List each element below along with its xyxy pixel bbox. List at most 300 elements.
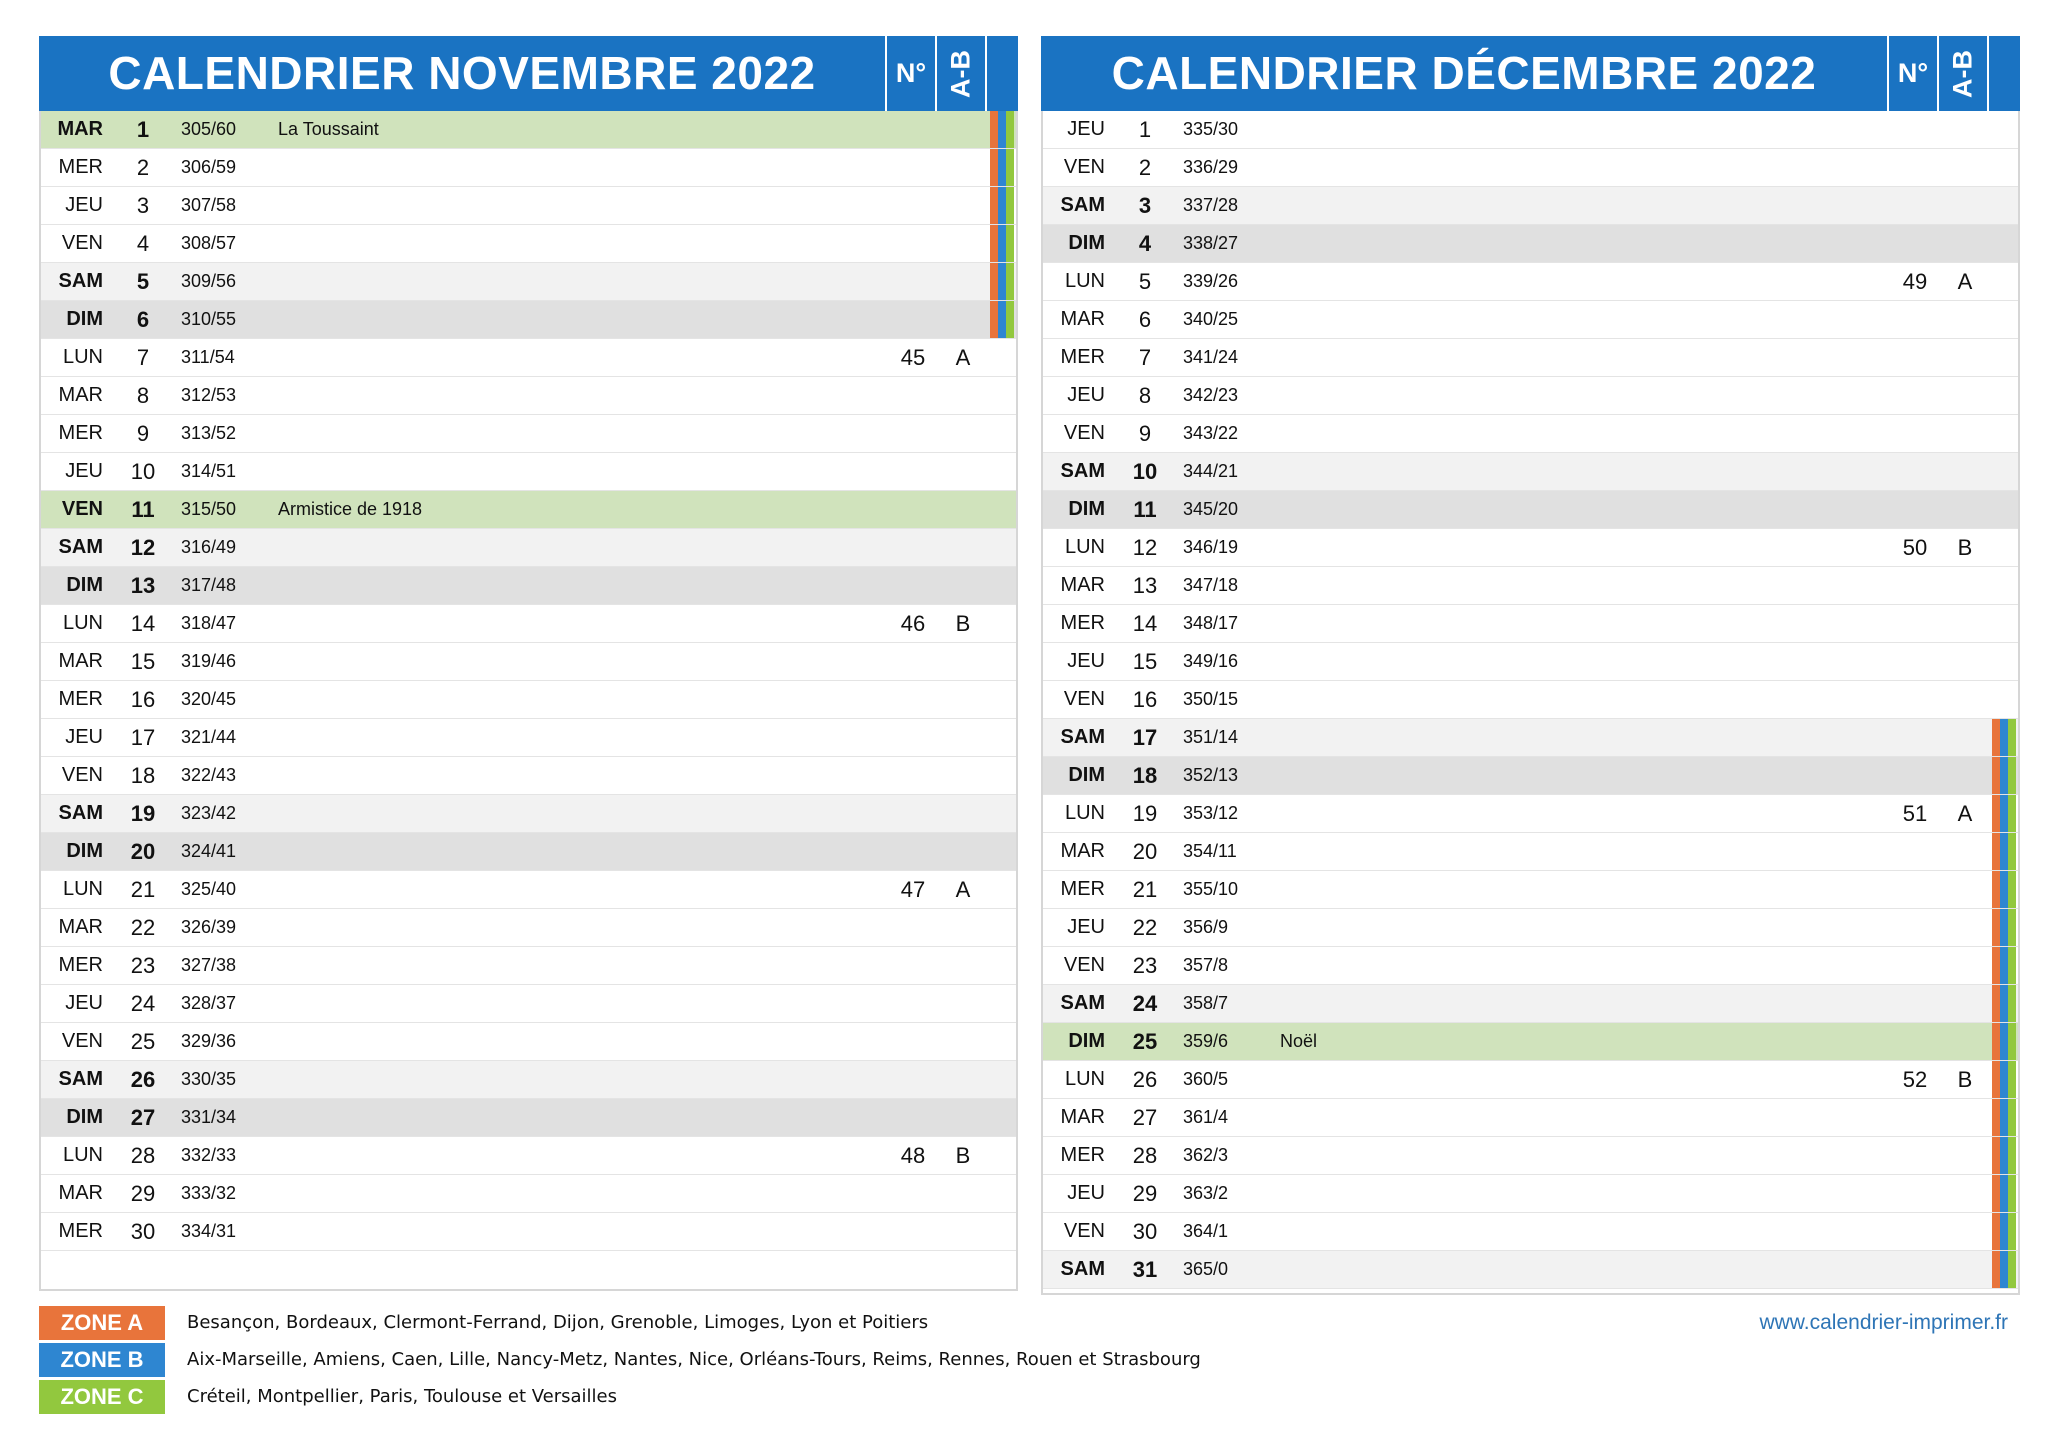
day-row	[41, 149, 1016, 187]
week-ab	[939, 947, 987, 984]
week-number	[1891, 605, 1939, 642]
week-ab	[1941, 339, 1989, 376]
day-number: 2	[136, 155, 150, 180]
week-number	[889, 149, 937, 186]
day-of-year: 360/5	[1183, 1069, 1229, 1089]
week-ab	[1941, 453, 1989, 490]
school-holiday-zones	[1992, 947, 2016, 984]
day-number: 20	[1132, 839, 1158, 864]
day-of-week: JEU	[1067, 118, 1105, 140]
day-of-week: DIM	[1068, 764, 1105, 786]
day-of-year: 327/38	[181, 955, 237, 975]
day-of-year: 310/55	[181, 309, 237, 329]
zone-b-badge: ZONE B	[39, 1343, 165, 1377]
day-of-week: LUN	[62, 878, 103, 900]
day-of-year: 325/40	[181, 879, 237, 899]
week-number-header: N°	[1897, 58, 1929, 88]
zone-a-marker	[1992, 757, 2000, 794]
zone-c-marker	[2008, 757, 2016, 794]
zone-b-marker	[2000, 795, 2008, 832]
school-holiday-zones	[990, 301, 1014, 338]
week-number	[1891, 681, 1939, 718]
day-row	[41, 985, 1016, 1023]
week-ab: B	[1957, 1067, 1973, 1092]
day-of-week: MER	[58, 156, 103, 178]
week-number: 52	[1902, 1067, 1928, 1092]
day-of-week: MER	[1060, 612, 1105, 634]
day-number: 7	[136, 345, 150, 370]
day-of-year: 316/49	[181, 537, 237, 557]
november-calendar	[39, 36, 1018, 1291]
zone-c-marker	[2008, 795, 2016, 832]
zone-b-marker	[998, 301, 1006, 338]
day-row	[41, 605, 1016, 643]
zone-c-cities: Créteil, Montpellier, Paris, Toulouse et Versailles	[187, 1386, 618, 1407]
day-number: 8	[1138, 383, 1152, 408]
day-of-year: 342/23	[1183, 385, 1239, 405]
day-of-year: 346/19	[1183, 537, 1239, 557]
week-number	[889, 1175, 937, 1212]
day-row	[41, 757, 1016, 795]
zone-b-marker	[2000, 1213, 2008, 1250]
zone-c-marker	[2008, 985, 2016, 1022]
school-holiday-zones	[1992, 871, 2016, 908]
week-number	[889, 1023, 937, 1060]
zone-a-marker	[1992, 1061, 2000, 1098]
day-row	[41, 339, 1016, 377]
day-row	[1043, 453, 2018, 491]
week-number	[1891, 643, 1939, 680]
week-number	[889, 909, 937, 946]
december-days	[1041, 111, 2020, 1295]
day-row	[1043, 263, 2018, 301]
day-of-year: 326/39	[181, 917, 237, 937]
day-number: 9	[1138, 421, 1152, 446]
week-number	[889, 529, 937, 566]
day-of-year: 364/1	[1183, 1221, 1229, 1241]
day-of-week: JEU	[1067, 650, 1105, 672]
school-holiday-zones	[990, 225, 1014, 262]
day-number: 22	[1132, 915, 1158, 940]
day-row	[1043, 871, 2018, 909]
day-row	[41, 453, 1016, 491]
week-number	[1891, 339, 1939, 376]
day-of-week: SAM	[1060, 992, 1105, 1014]
day-of-year: 329/36	[181, 1031, 237, 1051]
day-row	[41, 225, 1016, 263]
zone-c-marker	[2008, 871, 2016, 908]
zone-b-marker	[998, 225, 1006, 262]
day-of-week: MER	[58, 688, 103, 710]
day-of-year: 331/34	[181, 1107, 237, 1127]
day-number: 27	[1132, 1105, 1158, 1130]
day-of-year: 320/45	[181, 689, 237, 709]
week-ab	[939, 643, 987, 680]
zone-b-marker	[2000, 757, 2008, 794]
week-ab	[1941, 491, 1989, 528]
day-number: 14	[130, 611, 156, 636]
day-of-year: 330/35	[181, 1069, 237, 1089]
school-holiday-zones	[1992, 795, 2016, 832]
zone-b-marker	[2000, 1099, 2008, 1136]
week-ab	[939, 187, 987, 224]
day-of-year: 344/21	[1183, 461, 1239, 481]
week-ab	[1941, 871, 1989, 908]
day-of-week: MER	[58, 422, 103, 444]
day-number: 7	[1138, 345, 1152, 370]
day-of-year: 306/59	[181, 157, 237, 177]
week-ab	[939, 225, 987, 262]
day-number: 3	[136, 193, 150, 218]
day-of-week: LUN	[62, 1144, 103, 1166]
week-number	[1891, 719, 1939, 756]
week-number	[889, 757, 937, 794]
day-row	[1043, 529, 2018, 567]
week-number	[1891, 871, 1939, 908]
legend-zone-a	[39, 1306, 2039, 1340]
day-row	[41, 947, 1016, 985]
zone-a-marker	[990, 225, 998, 262]
week-ab	[939, 263, 987, 300]
school-holiday-zones	[990, 149, 1014, 186]
zone-c-marker	[1006, 263, 1014, 300]
day-number: 12	[130, 535, 156, 560]
week-ab	[1941, 1175, 1989, 1212]
day-of-year: 311/54	[181, 347, 235, 367]
day-number: 29	[130, 1181, 156, 1206]
week-number: 49	[1902, 269, 1928, 294]
day-of-year: 305/60	[181, 119, 237, 139]
day-number: 26	[130, 1067, 156, 1092]
zone-b-marker	[2000, 1137, 2008, 1174]
day-number: 11	[1133, 497, 1157, 522]
week-ab	[1941, 643, 1989, 680]
zone-a-marker	[1992, 1137, 2000, 1174]
day-row	[41, 111, 1016, 149]
day-of-week: MAR	[1060, 574, 1105, 596]
day-row	[41, 1137, 1016, 1175]
zone-b-marker	[2000, 1251, 2008, 1288]
day-of-week: SAM	[58, 1068, 103, 1090]
day-of-week: JEU	[1067, 916, 1105, 938]
week-number	[889, 301, 937, 338]
day-number: 18	[1132, 763, 1158, 788]
day-number: 25	[1132, 1029, 1158, 1054]
website-link[interactable]: www.calendrier-imprimer.fr	[1759, 1311, 2008, 1334]
week-number	[889, 985, 937, 1022]
day-row	[1043, 985, 2018, 1023]
day-row	[1043, 681, 2018, 719]
day-of-week: DIM	[66, 574, 103, 596]
zone-a-badge: ZONE A	[39, 1306, 165, 1340]
day-row	[1043, 377, 2018, 415]
week-number	[889, 719, 937, 756]
day-number: 19	[130, 801, 156, 826]
day-of-week: SAM	[1060, 460, 1105, 482]
day-of-year: 338/27	[1183, 233, 1239, 253]
day-of-week: VEN	[61, 764, 103, 786]
week-ab	[1941, 415, 1989, 452]
week-number	[889, 491, 937, 528]
week-ab	[1941, 1137, 1989, 1174]
day-row	[41, 643, 1016, 681]
week-number	[889, 1099, 937, 1136]
zone-c-marker	[2008, 1061, 2016, 1098]
week-number: 47	[900, 877, 926, 902]
day-of-week: MER	[58, 1220, 103, 1242]
week-ab	[939, 681, 987, 718]
day-of-year: 359/6	[1183, 1031, 1229, 1051]
day-of-week: SAM	[1060, 1258, 1105, 1280]
day-of-week: MER	[1060, 878, 1105, 900]
day-row	[1043, 1099, 2018, 1137]
week-ab	[1941, 377, 1989, 414]
day-row	[41, 377, 1016, 415]
day-number: 8	[136, 383, 150, 408]
school-holiday-zones	[1992, 1023, 2016, 1060]
day-number: 2	[1138, 155, 1152, 180]
day-number: 10	[1132, 459, 1158, 484]
zone-b-marker	[2000, 1023, 2008, 1060]
day-row	[1043, 1251, 2018, 1289]
december-title: CALENDRIER DÉCEMBRE 2022	[1111, 47, 1817, 99]
day-of-year: 308/57	[181, 233, 237, 253]
day-row	[41, 529, 1016, 567]
week-number	[1891, 187, 1939, 224]
zone-c-marker	[2008, 1251, 2016, 1288]
day-of-week: VEN	[61, 1030, 103, 1052]
day-number: 21	[1132, 877, 1158, 902]
week-ab: A	[955, 345, 971, 370]
day-of-week: VEN	[1063, 1220, 1105, 1242]
day-row	[1043, 339, 2018, 377]
november-title: CALENDRIER NOVEMBRE 2022	[108, 47, 816, 99]
day-row	[1043, 491, 2018, 529]
week-ab	[1941, 1023, 1989, 1060]
day-of-year: 336/29	[1183, 157, 1239, 177]
week-number	[889, 1213, 937, 1250]
day-of-year: 353/12	[1183, 803, 1239, 823]
day-number: 27	[130, 1105, 156, 1130]
zone-a-marker	[990, 149, 998, 186]
day-of-week: JEU	[65, 726, 103, 748]
week-number	[1891, 1175, 1939, 1212]
week-number: 45	[900, 345, 926, 370]
week-ab	[939, 111, 987, 148]
day-of-year: 322/43	[181, 765, 237, 785]
zone-c-marker	[2008, 1099, 2016, 1136]
day-of-year: 361/4	[1183, 1107, 1229, 1127]
day-row	[41, 415, 1016, 453]
week-ab	[1941, 605, 1989, 642]
day-row	[1043, 1061, 2018, 1099]
zone-c-marker	[2008, 1137, 2016, 1174]
day-of-year: 312/53	[181, 385, 237, 405]
day-of-year: 318/47	[181, 613, 237, 633]
week-ab	[939, 1175, 987, 1212]
day-of-week: DIM	[1068, 498, 1105, 520]
zone-a-marker	[1992, 1175, 2000, 1212]
zone-c-marker	[1006, 149, 1014, 186]
day-of-week: MAR	[1060, 1106, 1105, 1128]
week-number	[889, 643, 937, 680]
zone-c-badge: ZONE C	[39, 1380, 165, 1414]
december-calendar	[1041, 36, 2020, 1295]
zone-b-marker	[2000, 909, 2008, 946]
zone-a-marker	[1992, 947, 2000, 984]
week-ab	[1941, 111, 1989, 148]
school-holiday-zones	[1992, 1213, 2016, 1250]
day-row	[41, 1213, 1016, 1251]
day-row	[41, 1175, 1016, 1213]
week-ab	[939, 491, 987, 528]
event-label: Armistice de 1918	[278, 499, 423, 519]
zone-c-marker	[1006, 111, 1014, 148]
week-number	[889, 947, 937, 984]
school-holiday-zones	[990, 111, 1014, 148]
school-holiday-zones	[1992, 1099, 2016, 1136]
week-number	[1891, 909, 1939, 946]
day-of-year: 345/20	[1183, 499, 1239, 519]
day-of-year: 351/14	[1183, 727, 1239, 747]
day-row	[1043, 947, 2018, 985]
zone-a-marker	[1992, 985, 2000, 1022]
day-of-year: 343/22	[1183, 423, 1239, 443]
day-of-week: LUN	[62, 346, 103, 368]
day-of-year: 354/11	[1183, 841, 1237, 861]
day-row	[41, 681, 1016, 719]
week-ab	[1941, 187, 1989, 224]
day-of-week: MAR	[1060, 840, 1105, 862]
day-of-week: MAR	[58, 916, 103, 938]
zone-c-marker	[2008, 1213, 2016, 1250]
week-number	[1891, 415, 1939, 452]
school-holiday-zones	[1992, 1251, 2016, 1288]
day-of-week: SAM	[58, 536, 103, 558]
school-holiday-zones	[1992, 985, 2016, 1022]
day-number: 30	[130, 1219, 156, 1244]
week-number	[889, 377, 937, 414]
day-of-week: MAR	[57, 118, 103, 140]
week-ab	[939, 453, 987, 490]
day-of-week: MAR	[1060, 308, 1105, 330]
week-number	[1891, 985, 1939, 1022]
day-number: 23	[1132, 953, 1158, 978]
day-of-week: JEU	[1067, 1182, 1105, 1204]
week-ab	[939, 909, 987, 946]
day-number: 21	[130, 877, 156, 902]
school-holiday-zones	[1992, 909, 2016, 946]
week-ab	[939, 833, 987, 870]
week-ab	[1941, 1251, 1989, 1288]
day-number: 24	[130, 991, 156, 1016]
day-of-year: 317/48	[181, 575, 237, 595]
week-ab	[939, 795, 987, 832]
zone-b-marker	[2000, 985, 2008, 1022]
day-of-week: DIM	[66, 1106, 103, 1128]
day-row	[1043, 415, 2018, 453]
zone-b-marker	[2000, 871, 2008, 908]
school-holiday-zones	[1992, 1061, 2016, 1098]
week-ab: B	[955, 611, 971, 636]
day-number: 26	[1132, 1067, 1158, 1092]
week-number: 46	[900, 611, 926, 636]
day-of-week: VEN	[61, 232, 103, 254]
week-number-header: N°	[895, 58, 927, 88]
zone-c-marker	[1006, 301, 1014, 338]
week-ab	[1941, 909, 1989, 946]
day-row	[41, 719, 1016, 757]
zone-a-marker	[1992, 871, 2000, 908]
week-number	[889, 225, 937, 262]
day-of-year: 340/25	[1183, 309, 1239, 329]
legend-zone-c	[39, 1380, 2039, 1414]
day-of-year: 332/33	[181, 1145, 237, 1165]
day-of-week: SAM	[1060, 726, 1105, 748]
day-row	[1043, 909, 2018, 947]
week-ab-header: A-B	[1947, 49, 1978, 98]
day-row	[41, 795, 1016, 833]
day-of-week: VEN	[1063, 954, 1105, 976]
week-ab	[939, 985, 987, 1022]
zone-c-marker	[1006, 187, 1014, 224]
day-row	[1043, 833, 2018, 871]
zone-c-marker	[2008, 719, 2016, 756]
day-number: 1	[136, 117, 150, 142]
week-number	[1891, 757, 1939, 794]
zone-b-marker	[998, 111, 1006, 148]
week-number	[1891, 1099, 1939, 1136]
day-of-week: DIM	[1068, 1030, 1105, 1052]
day-number: 5	[136, 269, 150, 294]
day-of-week: DIM	[66, 840, 103, 862]
day-number: 28	[130, 1143, 156, 1168]
day-of-week: LUN	[1064, 536, 1105, 558]
day-of-week: SAM	[1060, 194, 1105, 216]
zone-a-marker	[1992, 795, 2000, 832]
day-of-week: DIM	[1068, 232, 1105, 254]
day-of-year: 350/15	[1183, 689, 1239, 709]
week-ab	[1941, 149, 1989, 186]
day-of-year: 321/44	[181, 727, 237, 747]
day-of-year: 363/2	[1183, 1183, 1229, 1203]
day-of-week: VEN	[1063, 688, 1105, 710]
day-row	[41, 301, 1016, 339]
day-row	[41, 909, 1016, 947]
zone-a-marker	[1992, 1251, 2000, 1288]
day-row	[41, 187, 1016, 225]
week-number: 50	[1902, 535, 1928, 560]
week-number	[1891, 491, 1939, 528]
week-ab	[939, 757, 987, 794]
day-row	[1043, 1023, 2018, 1061]
day-of-week: MER	[1060, 346, 1105, 368]
day-number: 11	[131, 497, 155, 522]
day-of-year: 352/13	[1183, 765, 1239, 785]
week-ab	[939, 415, 987, 452]
header-separator	[985, 36, 987, 111]
week-number	[889, 567, 937, 604]
day-of-week: JEU	[65, 992, 103, 1014]
zone-a-marker	[990, 187, 998, 224]
day-of-week: SAM	[58, 802, 103, 824]
week-number	[1891, 1213, 1939, 1250]
school-holiday-zones	[1992, 757, 2016, 794]
day-of-year: 319/46	[181, 651, 237, 671]
week-number	[889, 111, 937, 148]
day-of-year: 362/3	[1183, 1145, 1229, 1165]
school-holiday-zones	[1992, 719, 2016, 756]
